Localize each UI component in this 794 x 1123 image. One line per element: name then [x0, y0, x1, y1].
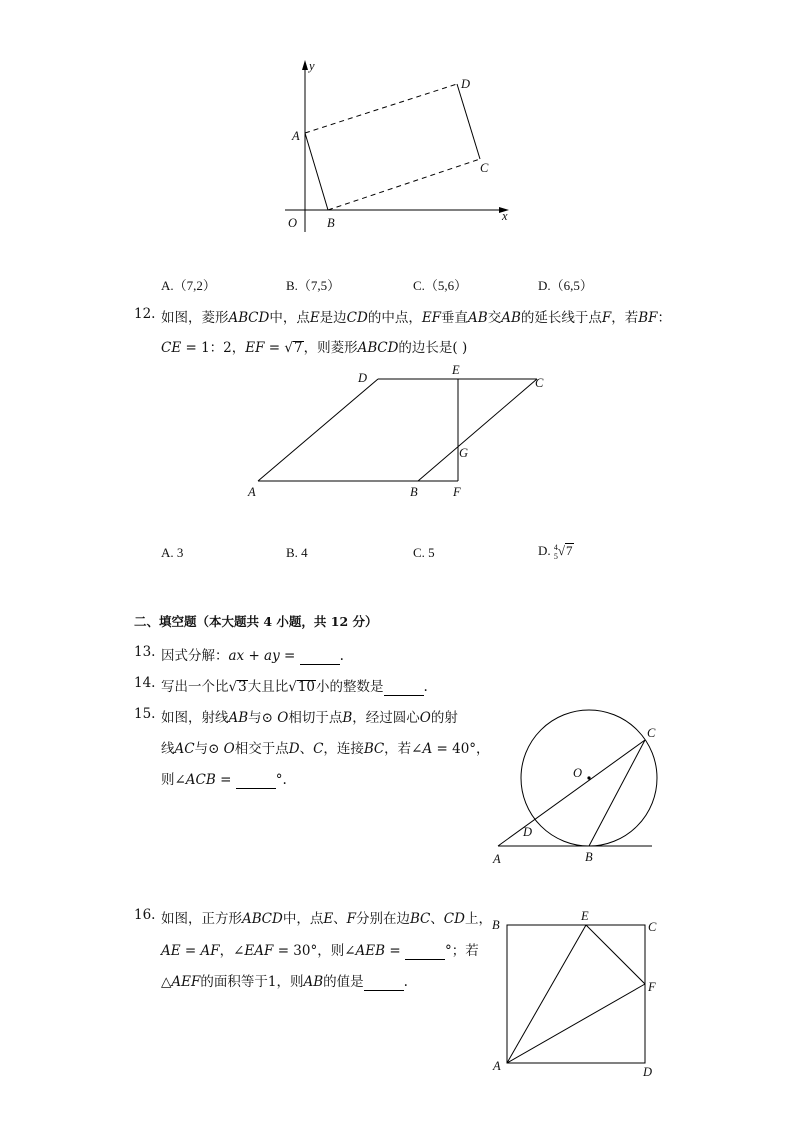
q12-option-d[interactable]: D. 4 5 √7	[538, 543, 573, 562]
q12-option-b[interactable]: B. 4	[286, 545, 308, 560]
q11-option-c[interactable]: C.（5,6）	[413, 278, 468, 293]
q12-line2-sqrt: 7	[293, 340, 303, 356]
q12-option-d-label: D.	[538, 543, 551, 558]
q14-t3: 小的整数是	[316, 679, 384, 695]
q14-sqrt-2: 10	[297, 679, 315, 695]
q16-square	[507, 925, 645, 1063]
q16-label-e: E	[581, 909, 589, 923]
q15-ray-ac	[498, 740, 645, 846]
q12-option-c[interactable]: C. 5	[413, 545, 435, 560]
q13-end: .	[339, 648, 344, 664]
q12-label-b: B	[410, 485, 418, 499]
q11-segment-dc	[457, 84, 480, 159]
q13-answer-blank[interactable]	[300, 648, 340, 665]
q16-line2-end: °；若	[444, 943, 479, 959]
q16-segment-ae	[507, 925, 586, 1063]
q15-label-b: B	[585, 850, 593, 864]
q14-line: 写出一个比√3大且比√10小的整数是 .	[161, 679, 428, 695]
q12-label-f: F	[453, 485, 461, 499]
q12-number: 12.	[134, 306, 156, 322]
q12-segment-cb	[418, 379, 537, 481]
q11-option-d[interactable]: D.（6,5）	[538, 278, 593, 293]
q12-label-e: E	[452, 363, 460, 377]
q16-answer-blank-2[interactable]	[364, 974, 404, 991]
q16-number: 16.	[134, 907, 156, 923]
q11-label-c: C	[480, 161, 489, 175]
q14-end: .	[423, 679, 428, 695]
q12-line1: 如图，菱形𝐴𝐵𝐶𝐷中，点𝐸是边𝐶𝐷的中点，𝐸𝐹垂直𝐴𝐵交𝐴𝐵的延长线于点𝐹，若𝐵𝐹：	[161, 310, 672, 326]
q16-segment-ef	[586, 925, 645, 984]
q16-label-d: D	[643, 1065, 653, 1079]
q12-option-d-denominator: 5	[553, 552, 558, 562]
q12-option-d-sqrt: 7	[566, 543, 573, 558]
q16-segment-af	[507, 984, 645, 1063]
q11-label-x: x	[502, 209, 508, 223]
q16-line1: 如图，正方形𝐴𝐵𝐶𝐷中，点𝐸、𝐹分别在边𝐵𝐶、𝐶𝐷上，	[161, 911, 492, 927]
q16-line3-end: .	[403, 974, 408, 990]
q12-segment-ad	[258, 379, 378, 481]
q11-label-d: D	[461, 77, 471, 91]
q12-label-a: A	[248, 485, 256, 499]
q11-label-y: y	[309, 59, 315, 73]
q12-line2-a: 𝐶𝐸 = 1：2，𝐸𝐹 =	[161, 340, 285, 356]
q14-t2: 大且比	[247, 679, 289, 695]
q14-answer-blank[interactable]	[384, 679, 424, 696]
q15-line3	[161, 768, 287, 789]
q16-line3	[161, 970, 408, 991]
q15-line2: 线𝐴𝐶与⊙ 𝑂相交于点𝐷、𝐶，连接𝐵𝐶，若∠𝐴 = 40°，	[161, 741, 490, 757]
q15-label-a: A	[493, 852, 501, 866]
q15-answer-blank[interactable]	[236, 772, 276, 789]
q16-label-a: A	[493, 1059, 501, 1073]
q16-line2	[161, 939, 479, 960]
q11-label-a: A	[292, 129, 300, 143]
q16-label-c: C	[648, 920, 657, 934]
q13-text: 因式分解：𝑎𝑥 + 𝑎𝑦 =	[161, 648, 296, 664]
q11-option-a[interactable]: A.（7,2）	[161, 278, 216, 293]
q12-label-d: D	[358, 371, 368, 385]
q16-line3-text: △𝐴𝐸𝐹的面积等于1，则𝐴𝐵的值是	[161, 974, 364, 990]
q12-line2: 𝐶𝐸 = 1：2，𝐸𝐹 = √7，则菱形𝐴𝐵𝐶𝐷的边长是( )	[161, 340, 468, 356]
q11-segment-ad	[305, 84, 457, 133]
q12-option-d-numerator: 4	[553, 543, 558, 553]
q14-t1: 写出一个比	[161, 679, 229, 695]
q12-label-g: G	[459, 446, 469, 460]
q11-label-o: O	[288, 216, 298, 230]
q15-end: °.	[275, 772, 287, 788]
q12-line2-b: ，则菱形𝐴𝐵𝐶𝐷的边长是( )	[303, 340, 468, 356]
q12-label-c: C	[535, 376, 544, 390]
q12-option-a[interactable]: A. 3	[161, 545, 184, 560]
q15-label-d: D	[523, 825, 533, 839]
q16-answer-blank-1[interactable]	[405, 943, 445, 960]
q15-line3-text: 则∠𝐴𝐶𝐵 =	[161, 772, 232, 788]
q15-label-c: C	[647, 726, 656, 740]
q16-label-f: F	[648, 980, 656, 994]
section-2-heading: 二、填空题（本大题共 4 小题，共 12 分）	[134, 614, 378, 629]
q11-label-b: B	[327, 216, 335, 230]
q15-label-o: O	[573, 766, 583, 780]
q11-segment-bc	[328, 159, 480, 210]
q14-sqrt-1: 3	[238, 679, 247, 695]
q12-option-d-fraction	[554, 543, 558, 561]
q16-label-b: B	[492, 918, 500, 932]
q15-segment-bc	[589, 740, 645, 846]
q15-number: 15.	[134, 706, 156, 722]
q15-center-dot	[587, 776, 590, 779]
q15-line1: 如图，射线𝐴𝐵与⊙ 𝑂相切于点𝐵，经过圆心𝑂的射	[161, 710, 458, 726]
q11-y-arrow	[302, 60, 308, 70]
q16-line2-text: 𝐴𝐸 = 𝐴𝐹，∠𝐸𝐴𝐹 = 30°，则∠𝐴𝐸𝐵 =	[161, 943, 401, 959]
q13-line	[161, 644, 344, 665]
q14-number: 14.	[134, 675, 156, 691]
q13-number: 13.	[134, 644, 156, 660]
q11-option-b[interactable]: B.（7,5）	[286, 278, 341, 293]
q11-segment-ab	[305, 133, 328, 210]
